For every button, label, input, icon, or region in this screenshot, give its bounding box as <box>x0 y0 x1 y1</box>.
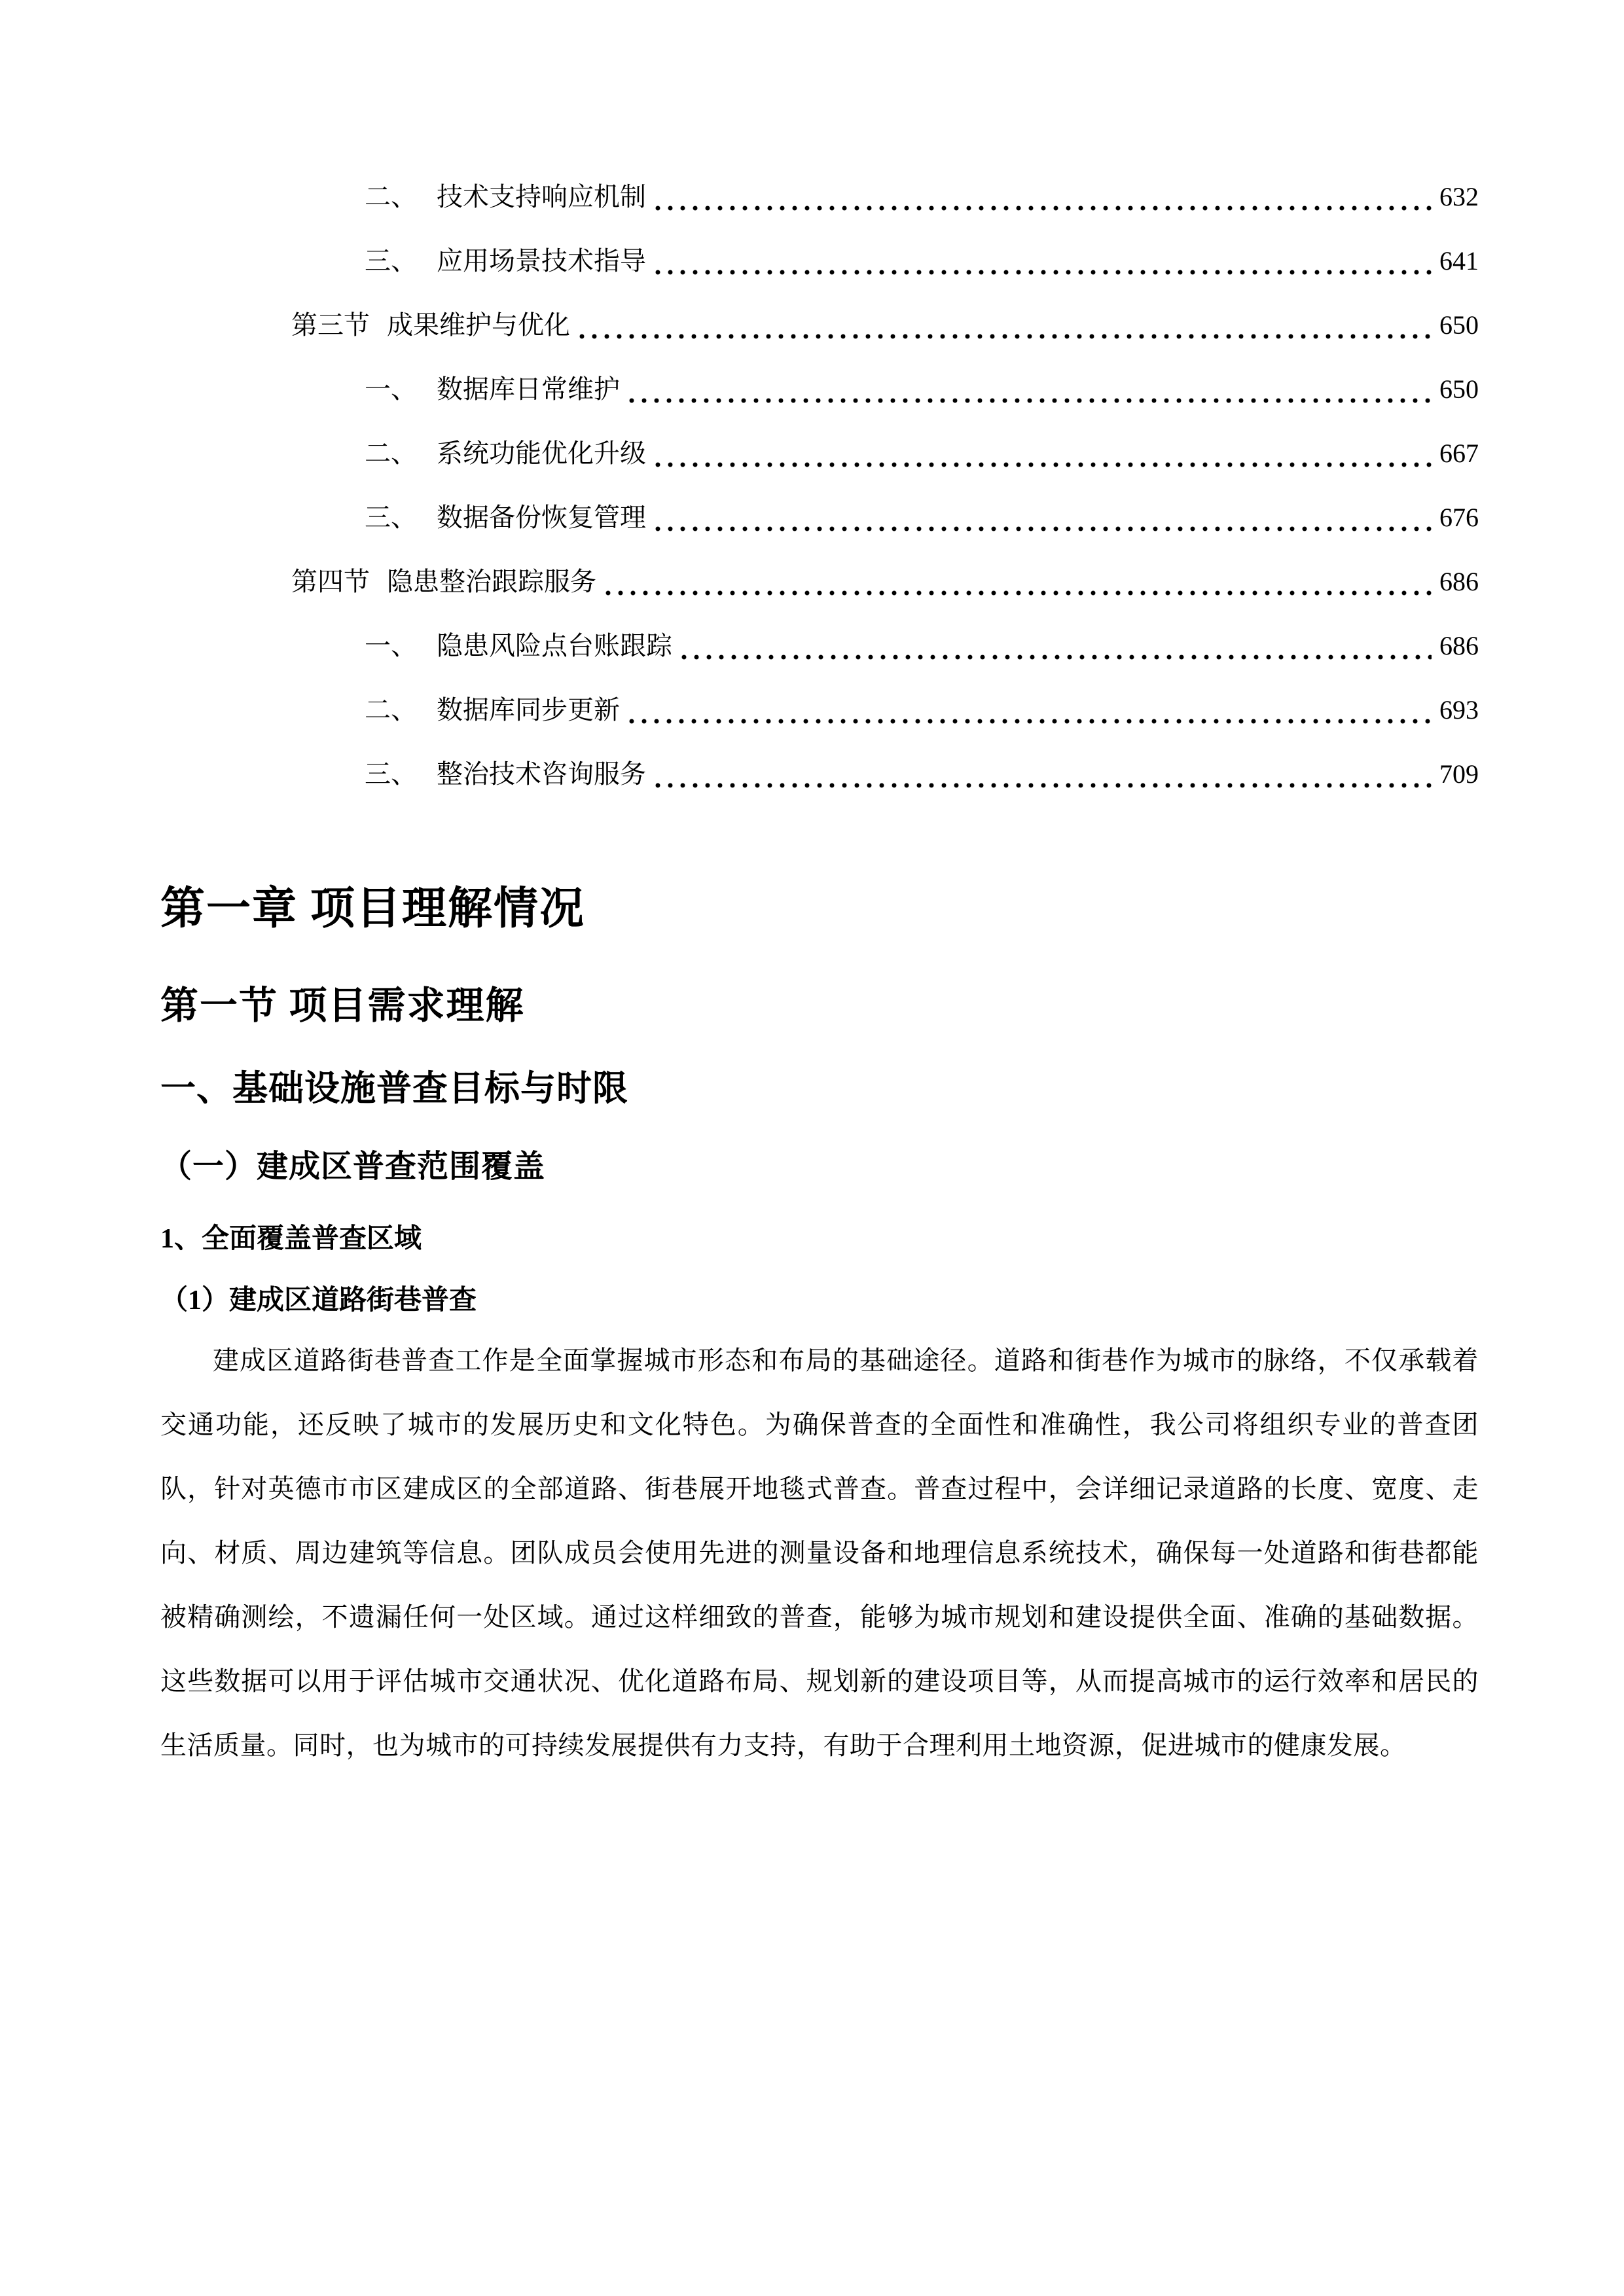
toc-entry-page: 686 <box>1439 631 1479 660</box>
chapter-heading: 第一章 项目理解情况 <box>160 884 586 933</box>
toc-entry-title: 隐患风险点台账跟踪 <box>437 631 672 660</box>
toc-entry <box>160 678 1479 742</box>
toc-entry-number: 一、 <box>365 631 417 660</box>
dot-leader <box>629 398 1432 403</box>
dot-leader <box>655 270 1432 275</box>
toc-entry <box>160 357 1479 422</box>
table-of-contents <box>160 165 1479 806</box>
toc-entry-page: 709 <box>1439 759 1479 789</box>
toc-entry-title: 系统功能优化升级 <box>437 439 646 468</box>
toc-entry-page: 641 <box>1439 246 1479 276</box>
toc-entry <box>160 165 1479 229</box>
dot-leader <box>629 719 1432 724</box>
toc-entry-page: 667 <box>1439 439 1479 468</box>
toc-entry <box>160 422 1479 486</box>
body-paragraph: 建成区道路街巷普查工作是全面掌握城市形态和布局的基础途径。道路和街巷作为城市的脉络，不仅承载着交通功能，还反映了城市的发展历史和文化特色。为确保普查的全面性和准确性，我公司将组织专业的普查团队，针对英德市市区建成区的全部道路、街巷展开地毯式普查。普查过程中，会详细记录道路的长度、宽度、走向、材质、周边建筑等信息。团队成员会使用先进的测量设备和地理信息系统技术，确保每一处道路和街巷都能被精确测绘，不遗漏任何一处区域。通过这样细致的普查，能够为城市规划和建设提供全面、准确的基础数据。这些数据可以用于评估城市交通状况、优化道路布局、规划新的建设项目等，从而提高城市的运行效率和居民的生活质量。同时，也为城市的可持续发展提供有力支持，有助于合理利用土地资源，促进城市的健康发展。 <box>160 1346 1479 1761</box>
dot-leader <box>579 334 1432 339</box>
toc-entry-number: 三、 <box>365 246 417 276</box>
section-heading: 第一节 项目需求理解 <box>160 984 525 1027</box>
subsection-level3-heading: 1、全面覆盖普查区域 <box>160 1223 422 1254</box>
subsection-level4-heading: （1）建成区道路街巷普查 <box>160 1285 477 1316</box>
dot-leader <box>655 206 1432 211</box>
toc-entry-page: 650 <box>1439 374 1479 404</box>
toc-entry-number: 二、 <box>365 695 417 725</box>
toc-entry-title: 整治技术咨询服务 <box>437 759 646 789</box>
toc-entry-page: 650 <box>1439 310 1479 340</box>
toc-entry <box>160 486 1479 550</box>
toc-entry-number: 一、 <box>365 374 417 404</box>
dot-leader <box>681 655 1432 660</box>
toc-entry-title: 技术支持响应机制 <box>437 182 646 211</box>
dot-leader <box>655 526 1432 531</box>
toc-entry-number: 第四节 <box>291 567 370 596</box>
toc-entry-page: 693 <box>1439 695 1479 725</box>
subsection-level2-heading: （一）建成区普查范围覆盖 <box>160 1149 546 1184</box>
toc-entry-title: 数据库日常维护 <box>437 374 620 404</box>
toc-entry-page: 632 <box>1439 182 1479 211</box>
toc-entry-number: 三、 <box>365 503 417 532</box>
dot-leader <box>655 462 1432 467</box>
toc-entry-number: 二、 <box>365 182 417 211</box>
toc-entry <box>160 742 1479 806</box>
toc-entry-title: 数据库同步更新 <box>437 695 620 725</box>
toc-entry <box>160 614 1479 678</box>
toc-entry-title: 数据备份恢复管理 <box>437 503 646 532</box>
subsection-level1-heading: 一、基础设施普查目标与时限 <box>160 1069 628 1109</box>
toc-entry-title: 隐患整治跟踪服务 <box>387 567 596 596</box>
toc-entry <box>160 293 1479 357</box>
toc-entry-page: 676 <box>1439 503 1479 532</box>
toc-entry-number: 三、 <box>365 759 417 789</box>
toc-entry-title: 应用场景技术指导 <box>437 246 646 276</box>
toc-entry-title: 成果维护与优化 <box>387 310 570 340</box>
toc-entry-number: 二、 <box>365 439 417 468</box>
dot-leader <box>605 590 1432 596</box>
toc-entry <box>160 550 1479 614</box>
dot-leader <box>655 783 1432 788</box>
toc-entry-page: 686 <box>1439 567 1479 596</box>
toc-entry <box>160 229 1479 293</box>
toc-entry-number: 第三节 <box>291 310 370 340</box>
